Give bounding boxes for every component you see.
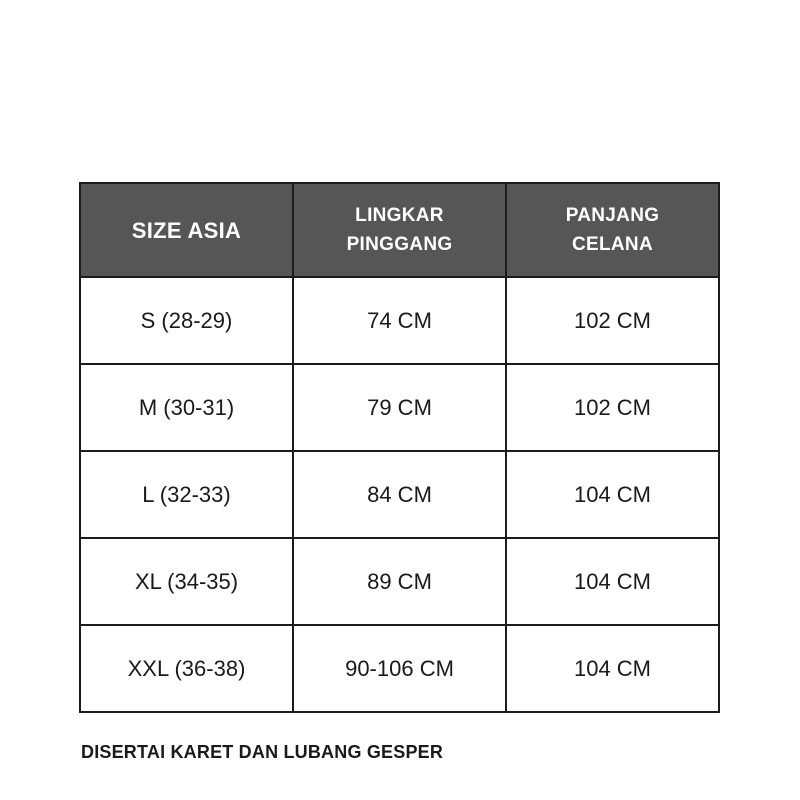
header-panjang-celana xyxy=(506,183,719,277)
header-panjang-celana-line-2: CELANA xyxy=(572,234,653,255)
header-lingkar-pinggang-line-1: LINGKAR xyxy=(355,205,444,226)
cell-waist: 74 CM xyxy=(293,277,506,364)
cell-length: 102 CM xyxy=(506,277,719,364)
cell-size: XL (34-35) xyxy=(80,538,293,625)
cell-size: M (30-31) xyxy=(80,364,293,451)
cell-waist: 89 CM xyxy=(293,538,506,625)
header-size-asia xyxy=(80,183,293,277)
cell-length: 102 CM xyxy=(506,364,719,451)
cell-length: 104 CM xyxy=(506,451,719,538)
cell-size: S (28-29) xyxy=(80,277,293,364)
table-row xyxy=(80,364,719,451)
header-panjang-celana-line-1: PANJANG xyxy=(565,205,660,226)
table-row xyxy=(80,538,719,625)
cell-length: 104 CM xyxy=(506,538,719,625)
cell-waist: 84 CM xyxy=(293,451,506,538)
cell-length: 104 CM xyxy=(506,625,719,712)
cell-size: XXL (36-38) xyxy=(80,625,293,712)
header-lingkar-pinggang xyxy=(293,183,506,277)
table-row xyxy=(80,277,719,364)
header-size-asia-line-1: SIZE ASIA xyxy=(131,217,242,243)
header-lingkar-pinggang-line-2: PINGGANG xyxy=(346,234,453,255)
table-header-row xyxy=(80,183,719,277)
table-row xyxy=(80,625,719,712)
cell-waist: 90-106 CM xyxy=(293,625,506,712)
table-row xyxy=(80,451,719,538)
footnote: DISERTAI KARET DAN LUBANG GESPER xyxy=(81,742,444,762)
size-chart-table xyxy=(79,182,720,713)
cell-waist: 79 CM xyxy=(293,364,506,451)
cell-size: L (32-33) xyxy=(80,451,293,538)
